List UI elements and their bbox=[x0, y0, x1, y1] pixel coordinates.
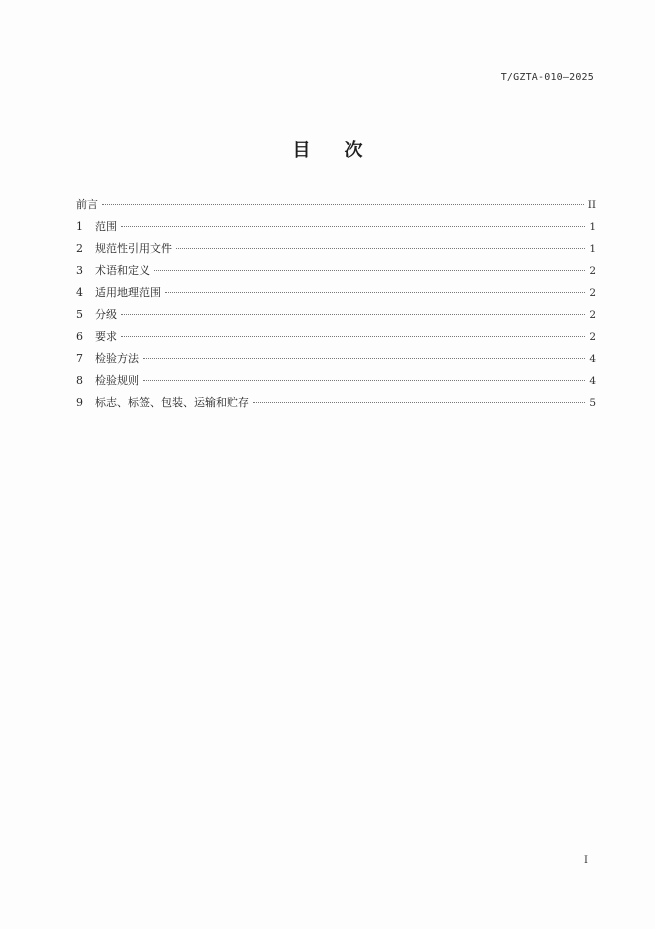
toc-entry-label: 适用地理范围 bbox=[95, 286, 161, 299]
toc-entry-label: 术语和定义 bbox=[95, 264, 150, 277]
dot-leader bbox=[165, 292, 585, 293]
toc-entry-page: 4 bbox=[589, 375, 596, 387]
toc-entry-label: 检验方法 bbox=[95, 352, 139, 365]
dot-leader bbox=[121, 314, 585, 315]
toc-entry-marking-labeling-packaging[interactable] bbox=[76, 396, 596, 418]
toc-entry-page: 2 bbox=[589, 287, 596, 299]
toc-entry-normative-references[interactable] bbox=[76, 242, 596, 264]
toc-entry-label: 范围 bbox=[95, 220, 117, 233]
toc-entry-page: 5 bbox=[589, 397, 596, 409]
toc-entry-page: 1 bbox=[589, 243, 596, 255]
table-of-contents bbox=[76, 198, 596, 418]
toc-entry-number: 7 bbox=[76, 352, 83, 365]
toc-entry-number: 5 bbox=[76, 308, 83, 321]
page-number: I bbox=[584, 855, 588, 866]
toc-entry-label: 前言 bbox=[76, 198, 98, 211]
title-char-1: 目 bbox=[292, 140, 311, 161]
toc-entry-inspection-rules[interactable] bbox=[76, 374, 596, 396]
toc-entry-page: II bbox=[587, 199, 596, 211]
toc-entry-number: 6 bbox=[76, 330, 83, 343]
toc-entry-grading[interactable] bbox=[76, 308, 596, 330]
toc-entry-test-methods[interactable] bbox=[76, 352, 596, 374]
toc-entry-geographic-scope[interactable] bbox=[76, 286, 596, 308]
toc-entry-terms-definitions[interactable] bbox=[76, 264, 596, 286]
document-code: T/GZTA-010—2025 bbox=[500, 72, 594, 83]
dot-leader bbox=[143, 380, 585, 381]
toc-entry-number: 8 bbox=[76, 374, 83, 387]
toc-entry-number: 2 bbox=[76, 242, 83, 255]
toc-entry-label: 标志、标签、包装、运输和贮存 bbox=[95, 396, 249, 409]
toc-entry-page: 1 bbox=[589, 221, 596, 233]
dot-leader bbox=[121, 336, 585, 337]
toc-entry-page: 2 bbox=[589, 265, 596, 277]
dot-leader bbox=[121, 226, 585, 227]
toc-entry-requirements[interactable] bbox=[76, 330, 596, 352]
title-char-2: 次 bbox=[344, 140, 363, 161]
toc-entry-label: 要求 bbox=[95, 330, 117, 343]
dot-leader bbox=[102, 204, 584, 205]
dot-leader bbox=[143, 358, 585, 359]
toc-entry-page: 2 bbox=[589, 331, 596, 343]
dot-leader bbox=[154, 270, 585, 271]
toc-entry-page: 4 bbox=[589, 353, 596, 365]
toc-entry-number: 3 bbox=[76, 264, 83, 277]
page-title bbox=[0, 136, 655, 162]
toc-entry-number: 1 bbox=[76, 220, 83, 233]
toc-entry-number: 4 bbox=[76, 286, 83, 299]
toc-entry-foreword[interactable] bbox=[76, 198, 596, 220]
toc-entry-number: 9 bbox=[76, 396, 83, 409]
dot-leader bbox=[253, 402, 585, 403]
dot-leader bbox=[176, 248, 585, 249]
toc-entry-label: 检验规则 bbox=[95, 374, 139, 387]
toc-entry-label: 规范性引用文件 bbox=[95, 242, 172, 255]
toc-entry-page: 2 bbox=[589, 309, 596, 321]
toc-entry-label: 分级 bbox=[95, 308, 117, 321]
toc-entry-scope[interactable] bbox=[76, 220, 596, 242]
